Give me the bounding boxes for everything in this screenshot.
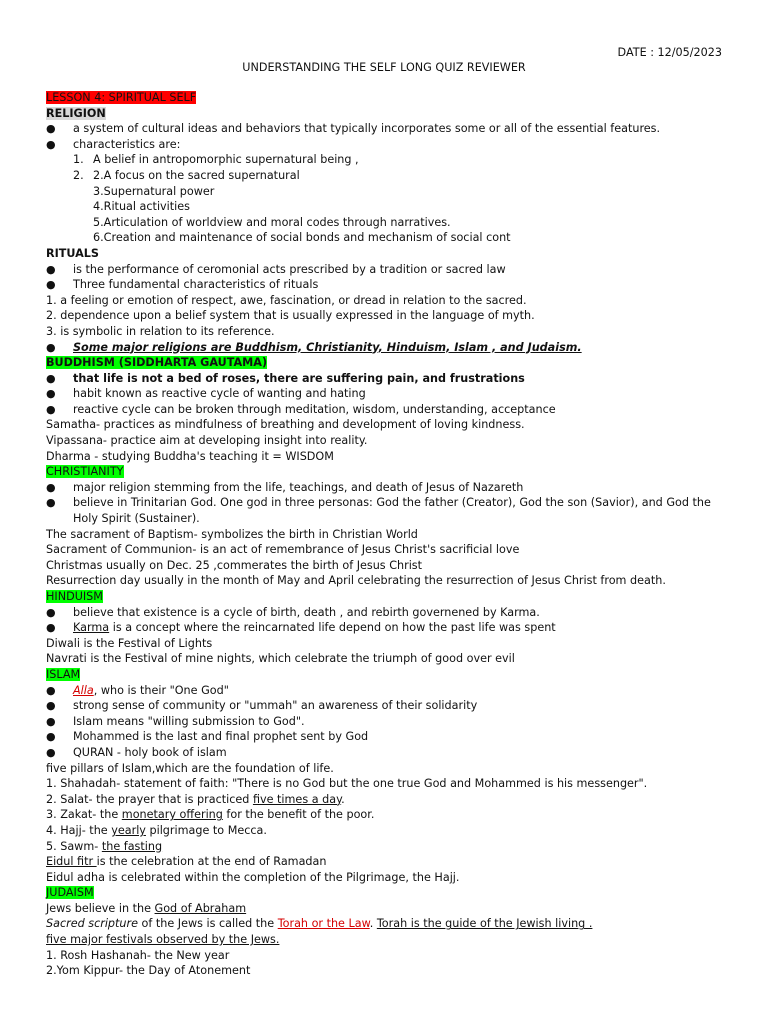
- christianity-heading: CHRISTIANITY: [46, 465, 124, 479]
- list-item: ● Mohammed is the last and final prophet sent by God: [46, 730, 369, 744]
- bullet-icon: ●: [46, 340, 56, 354]
- judaism-heading: JUDAISM: [46, 886, 94, 900]
- text-line: 5. Sawm- the fasting: [46, 839, 163, 853]
- bullet-icon: ●: [46, 387, 56, 401]
- list-item: ● that life is not a bed of roses, there are suffering pain, and frustrations: [46, 371, 525, 385]
- text-line: Eidul adha is celebrated within the completion of the Pilgrimage, the Hajj.: [46, 870, 460, 884]
- bullet-icon: ●: [46, 402, 56, 416]
- text-line: Navrati is the Festival of mine nights, which celebrate the triumph of good over evil: [46, 652, 515, 666]
- list-item: ● QURAN - holy book of islam: [46, 745, 227, 759]
- text-line: 1. Shahadah- statement of faith: "There is no God but the one true God and Mohammed is his messenger".: [46, 777, 648, 791]
- bullet-icon: ●: [46, 371, 56, 385]
- list-item: ● believe in Trinitarian God. One god in three personas: God the father (Creator), God the son (Savior), and God the Holy Spirit (Sustainer).: [46, 496, 711, 526]
- bullet-icon: ●: [46, 262, 56, 276]
- text-line: Resurrection day usually in the month of May and April celebrating the resurrection of Jesus Christ from death.: [46, 574, 666, 588]
- text-line: five pillars of Islam,which are the foundation of life.: [46, 761, 334, 775]
- list-item: ● major religion stemming from the life, teachings, and death of Jesus of Nazareth: [46, 480, 524, 494]
- bullet-icon: ●: [46, 714, 56, 728]
- bullet-icon: ●: [46, 699, 56, 713]
- religion-heading: RELIGION: [46, 106, 106, 120]
- text-line: Samatha- practices as mindfulness of breathing and development of loving kindness.: [46, 418, 525, 432]
- text-line: 1. a feeling or emotion of respect, awe, fascination, or dread in relation to the sacred.: [46, 293, 527, 307]
- bullet-icon: ●: [46, 745, 56, 759]
- lesson-heading: LESSON 4: SPIRITUAL SELF: [46, 91, 197, 104]
- text-line: 2. Salat- the prayer that is practiced five times a day.: [46, 792, 345, 806]
- bullet-icon: ●: [46, 137, 56, 151]
- text-line: 2. dependence upon a belief system that is usually expressed in the language of myth.: [46, 309, 535, 323]
- text-line: Sacred scripture of the Jews is called the Torah or the Law. Torah is the guide of the Jewish living .: [46, 917, 593, 931]
- buddhism-heading: BUDDHISM (SIDDHARTA GAUTAMA): [46, 356, 268, 370]
- bullet-icon: ●: [46, 496, 56, 510]
- bullet-icon: ●: [46, 480, 56, 494]
- list-item: ● Karma is a concept where the reincarnated life depend on how the past life was spent: [46, 621, 556, 635]
- list-item: 1. A belief in antropomorphic supernatural being ,: [73, 153, 359, 167]
- bullet-icon: ●: [46, 683, 56, 697]
- bullet-icon: ●: [46, 278, 56, 292]
- date-label: DATE : 12/05/2023: [617, 46, 722, 59]
- text-line: The sacrament of Baptism- symbolizes the birth in Christian World: [46, 527, 418, 541]
- bullet-icon: ●: [46, 605, 56, 619]
- list-item: ● believe that existence is a cycle of birth, death , and rebirth governened by Karma.: [46, 605, 540, 619]
- hinduism-heading: HINDUISM: [46, 590, 103, 603]
- rituals-heading: RITUALS: [46, 246, 99, 260]
- text-line: Vipassana- practice aim at developing insight into reality.: [46, 434, 368, 448]
- list-item: ● Three fundamental characteristics of rituals: [46, 278, 319, 292]
- text-line: Eidul fitr is the celebration at the end of Ramadan: [46, 855, 327, 869]
- text-line: five major festivals observed by the Jews.: [46, 933, 280, 947]
- document-body: [46, 90, 726, 979]
- list-item: 6.Creation and maintenance of social bonds and mechanism of social cont: [93, 231, 511, 245]
- list-item: ● strong sense of community or "ummah" an awareness of their solidarity: [46, 699, 478, 713]
- list-item: ● characteristics are:: [46, 137, 181, 151]
- list-item: ● habit known as reactive cycle of wanting and hating: [46, 387, 366, 401]
- bullet-icon: ●: [46, 621, 56, 635]
- list-item: ● is the performance of ceromonial acts prescribed by a tradition or sacred law: [46, 262, 506, 276]
- document-title: UNDERSTANDING THE SELF LONG QUIZ REVIEWER: [242, 61, 526, 74]
- list-item: 4.Ritual activities: [93, 200, 190, 214]
- text-line: Dharma - studying Buddha's teaching it = WISDOM: [46, 449, 334, 463]
- list-item: ● reactive cycle can be broken through meditation, wisdom, understanding, acceptance: [46, 402, 556, 416]
- islam-heading: ISLAM: [46, 667, 81, 681]
- text-line: Christmas usually on Dec. 25 ,commerates the birth of Jesus Christ: [46, 558, 423, 572]
- text-line: 3. Zakat- the monetary offering for the benefit of the poor.: [46, 808, 375, 822]
- bullet-icon: ●: [46, 122, 56, 136]
- list-item: 5.Articulation of worldview and moral codes through narratives.: [93, 215, 451, 229]
- bullet-icon: ●: [46, 730, 56, 744]
- list-item: ● a system of cultural ideas and behaviors that typically incorporates some or all of the essential features.: [46, 122, 661, 136]
- list-item: 2. 2.A focus on the sacred supernatural: [73, 168, 300, 182]
- text-line: 3. is symbolic in relation to its reference.: [46, 324, 275, 338]
- text-line: Sacrament of Communion- is an act of remembrance of Jesus Christ's sacrificial love: [46, 543, 520, 557]
- list-item: 3.Supernatural power: [93, 184, 215, 198]
- list-item: ● Islam means "willing submission to God".: [46, 714, 305, 728]
- text-line: Diwali is the Festival of Lights: [46, 636, 213, 650]
- text-line: 4. Hajj- the yearly pilgrimage to Mecca.: [46, 823, 267, 837]
- list-item: ● Alla, who is their "One God": [46, 683, 229, 697]
- text-line: 1. Rosh Hashanah- the New year: [46, 948, 230, 962]
- list-item: ● Some major religions are Buddhism, Christianity, Hinduism, Islam , and Judaism.: [46, 340, 582, 354]
- text-line: Jews believe in the God of Abraham: [46, 901, 247, 915]
- text-line: 2.Yom Kippur- the Day of Atonement: [46, 964, 251, 978]
